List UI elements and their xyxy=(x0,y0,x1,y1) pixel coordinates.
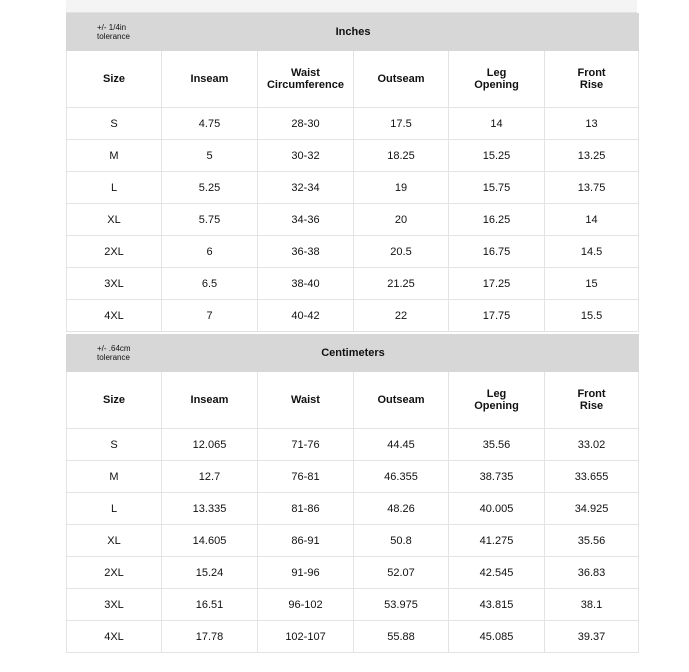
measurement-cell: 18.25 xyxy=(354,140,449,172)
tolerance-line: +/- 1/4in xyxy=(97,23,127,32)
measurement-cell: 30-32 xyxy=(258,140,354,172)
size-cell: 4XL xyxy=(67,621,162,653)
column-header-line: Inseam xyxy=(190,73,229,85)
size-cell: M xyxy=(67,140,162,172)
size-cell: 3XL xyxy=(67,268,162,300)
measurement-cell: 40.005 xyxy=(449,493,545,525)
column-header-line: Outseam xyxy=(377,73,425,85)
measurement-cell: 43.815 xyxy=(449,589,545,621)
table-row xyxy=(67,557,639,589)
measurement-cell: 14.5 xyxy=(545,236,639,268)
measurement-cell: 41.275 xyxy=(449,525,545,557)
column-header-line: Size xyxy=(102,394,125,406)
measurement-cell: 32-34 xyxy=(258,172,354,204)
column-header xyxy=(449,51,545,108)
size-cell: 4XL xyxy=(67,300,162,332)
measurement-cell: 17.75 xyxy=(449,300,545,332)
band-empty-cell xyxy=(545,335,639,372)
measurement-cell: 6.5 xyxy=(162,268,258,300)
measurement-cell: 44.45 xyxy=(354,429,449,461)
centimeters-size-table xyxy=(66,334,639,653)
column-header-line: Leg xyxy=(486,67,507,79)
measurement-cell: 12.7 xyxy=(162,461,258,493)
table-row xyxy=(67,589,639,621)
measurement-cell: 33.02 xyxy=(545,429,639,461)
measurement-cell: 5 xyxy=(162,140,258,172)
measurement-cell: 76-81 xyxy=(258,461,354,493)
table-row xyxy=(67,300,639,332)
measurement-cell: 81-86 xyxy=(258,493,354,525)
measurement-cell: 5.25 xyxy=(162,172,258,204)
band-empty-cell xyxy=(545,14,639,51)
measurement-cell: 19 xyxy=(354,172,449,204)
measurement-cell: 39.37 xyxy=(545,621,639,653)
column-header-line: Size xyxy=(102,73,125,85)
table-row xyxy=(67,268,639,300)
column-header-line: Opening xyxy=(474,79,519,91)
measurement-cell: 16.75 xyxy=(449,236,545,268)
measurement-cell: 21.25 xyxy=(354,268,449,300)
measurement-cell: 13.75 xyxy=(545,172,639,204)
size-cell: L xyxy=(67,172,162,204)
measurement-cell: 102-107 xyxy=(258,621,354,653)
measurement-cell: 4.75 xyxy=(162,108,258,140)
table-row xyxy=(67,621,639,653)
table-row xyxy=(67,140,639,172)
measurement-cell: 36-38 xyxy=(258,236,354,268)
measurement-cell: 52.07 xyxy=(354,557,449,589)
size-cell: S xyxy=(67,108,162,140)
measurement-cell: 14 xyxy=(449,108,545,140)
measurement-cell: 35.56 xyxy=(449,429,545,461)
inches-size-table xyxy=(66,13,639,332)
measurement-cell: 38.735 xyxy=(449,461,545,493)
measurement-cell: 86-91 xyxy=(258,525,354,557)
table-row xyxy=(67,172,639,204)
measurement-cell: 20 xyxy=(354,204,449,236)
table-row xyxy=(67,429,639,461)
measurement-cell: 13.25 xyxy=(545,140,639,172)
section-title: Inches xyxy=(162,14,545,51)
section-title: Centimeters xyxy=(162,335,545,372)
tolerance-note xyxy=(67,14,162,51)
measurement-cell: 48.26 xyxy=(354,493,449,525)
table-row xyxy=(67,236,639,268)
inches-table-body xyxy=(67,14,639,332)
measurement-cell: 53.975 xyxy=(354,589,449,621)
table-row xyxy=(67,525,639,557)
measurement-cell: 15.24 xyxy=(162,557,258,589)
measurement-cell: 96-102 xyxy=(258,589,354,621)
size-cell: S xyxy=(67,429,162,461)
measurement-cell: 17.78 xyxy=(162,621,258,653)
size-cell: 2XL xyxy=(67,557,162,589)
measurement-cell: 46.355 xyxy=(354,461,449,493)
column-header-line: Front xyxy=(577,67,606,79)
measurement-cell: 15.75 xyxy=(449,172,545,204)
column-header-line: Opening xyxy=(474,400,519,412)
table-row xyxy=(67,493,639,525)
measurement-cell: 50.8 xyxy=(354,525,449,557)
measurement-cell: 20.5 xyxy=(354,236,449,268)
size-cell: M xyxy=(67,461,162,493)
measurement-cell: 13.335 xyxy=(162,493,258,525)
measurement-cell: 34-36 xyxy=(258,204,354,236)
measurement-cell: 35.56 xyxy=(545,525,639,557)
measurement-cell: 33.655 xyxy=(545,461,639,493)
inches-header-row xyxy=(67,51,639,108)
measurement-cell: 13 xyxy=(545,108,639,140)
measurement-cell: 14 xyxy=(545,204,639,236)
measurement-cell: 16.25 xyxy=(449,204,545,236)
table-row xyxy=(67,204,639,236)
measurement-cell: 71-76 xyxy=(258,429,354,461)
size-cell: 3XL xyxy=(67,589,162,621)
size-cell: XL xyxy=(67,204,162,236)
size-cell: 2XL xyxy=(67,236,162,268)
tolerance-line: tolerance xyxy=(97,32,130,41)
centimeters-band-row xyxy=(67,335,639,372)
column-header xyxy=(354,372,449,429)
measurement-cell: 55.88 xyxy=(354,621,449,653)
column-header xyxy=(545,51,639,108)
column-header-line: Inseam xyxy=(190,394,229,406)
measurement-cell: 17.5 xyxy=(354,108,449,140)
measurement-cell: 15.5 xyxy=(545,300,639,332)
column-header xyxy=(449,372,545,429)
measurement-cell: 22 xyxy=(354,300,449,332)
measurement-cell: 15.25 xyxy=(449,140,545,172)
measurement-cell: 12.065 xyxy=(162,429,258,461)
measurement-cell: 16.51 xyxy=(162,589,258,621)
column-header xyxy=(67,51,162,108)
measurement-cell: 5.75 xyxy=(162,204,258,236)
measurement-cell: 14.605 xyxy=(162,525,258,557)
column-header xyxy=(162,372,258,429)
measurement-cell: 91-96 xyxy=(258,557,354,589)
top-strip xyxy=(66,0,637,13)
measurement-cell: 38.1 xyxy=(545,589,639,621)
column-header-line: Leg xyxy=(486,388,507,400)
measurement-cell: 6 xyxy=(162,236,258,268)
tolerance-line: tolerance xyxy=(97,353,130,362)
measurement-cell: 45.085 xyxy=(449,621,545,653)
measurement-cell: 36.83 xyxy=(545,557,639,589)
column-header-line: Circumference xyxy=(266,79,345,91)
column-header-line: Front xyxy=(577,388,606,400)
centimeters-table-body xyxy=(67,335,639,653)
measurement-cell: 17.25 xyxy=(449,268,545,300)
tolerance-note xyxy=(67,335,162,372)
measurement-cell: 38-40 xyxy=(258,268,354,300)
column-header-line: Outseam xyxy=(377,394,425,406)
column-header-line: Waist xyxy=(291,394,320,406)
table-row xyxy=(67,108,639,140)
measurement-cell: 40-42 xyxy=(258,300,354,332)
measurement-cell: 15 xyxy=(545,268,639,300)
measurement-cell: 28-30 xyxy=(258,108,354,140)
measurement-cell: 34.925 xyxy=(545,493,639,525)
centimeters-header-row xyxy=(67,372,639,429)
column-header xyxy=(354,51,449,108)
size-cell: XL xyxy=(67,525,162,557)
column-header-line: Waist xyxy=(291,67,320,79)
tolerance-line: +/- .64cm xyxy=(97,344,131,353)
size-cell: L xyxy=(67,493,162,525)
column-header xyxy=(545,372,639,429)
column-header-line: Rise xyxy=(579,79,604,91)
column-header xyxy=(258,51,354,108)
table-row xyxy=(67,461,639,493)
column-header xyxy=(67,372,162,429)
column-header-line: Rise xyxy=(579,400,604,412)
column-header xyxy=(162,51,258,108)
column-header xyxy=(258,372,354,429)
measurement-cell: 7 xyxy=(162,300,258,332)
inches-band-row xyxy=(67,14,639,51)
measurement-cell: 42.545 xyxy=(449,557,545,589)
